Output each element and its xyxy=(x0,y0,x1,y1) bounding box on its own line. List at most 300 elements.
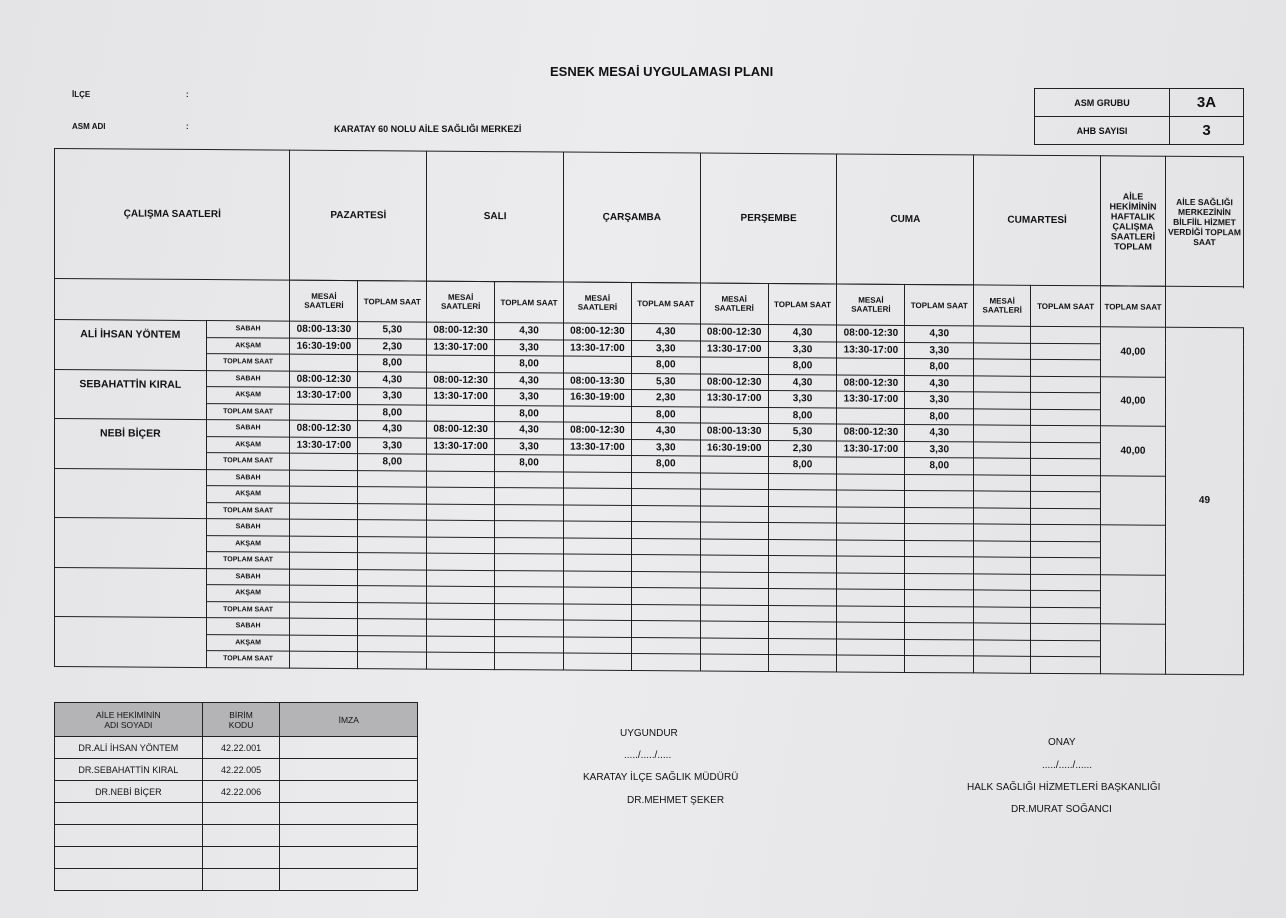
toplam-cell xyxy=(631,637,700,654)
toplam-cell xyxy=(905,507,974,524)
mesai-cell xyxy=(700,357,768,374)
mesai-cell xyxy=(974,507,1031,524)
weekly-total-header: AİLE HEKİMİNİN HAFTALIK ÇALIŞMA SAATLERİ TOPLAM xyxy=(1101,156,1166,286)
toplam-cell xyxy=(358,652,427,669)
doctor-name xyxy=(55,518,207,569)
mesai-cell xyxy=(837,622,905,639)
toplam-cell: 3,30 xyxy=(768,390,837,407)
ilce-colon: : xyxy=(186,90,189,99)
mesai-cell xyxy=(837,490,905,507)
weekly-total-cell xyxy=(1101,475,1166,525)
asm-grubu-label: ASM GRUBU xyxy=(1035,89,1170,117)
toplam-cell: 4,30 xyxy=(631,324,700,341)
toplam-cell: 4,30 xyxy=(768,374,837,391)
toplam-cell xyxy=(358,520,427,537)
mesai-cell xyxy=(700,473,768,490)
mesai-cell xyxy=(700,522,768,539)
mesai-cell: 13:30-17:00 xyxy=(290,387,358,404)
mesai-cell xyxy=(290,536,358,553)
row-label-sabah: SABAH xyxy=(206,469,290,486)
sig-code-cell: 42.22.001 xyxy=(202,737,280,759)
mesai-cell xyxy=(974,656,1031,673)
mesai-cell xyxy=(974,359,1031,376)
mesai-cell xyxy=(974,557,1031,574)
toplam-cell xyxy=(358,619,427,636)
mesai-cell xyxy=(290,503,358,520)
day-header-cumartesi: CUMARTESİ xyxy=(974,155,1101,286)
row-label-sabah: SABAH xyxy=(206,420,290,437)
sig-imza-cell xyxy=(280,869,418,891)
doctor-name: SEBAHATTİN KIRAL xyxy=(55,369,207,420)
sig-code-cell xyxy=(202,803,280,825)
mesai-cell: 16:30-19:00 xyxy=(290,338,358,355)
weekly-total-cell: 40,00 xyxy=(1101,376,1166,426)
asm-adi-colon: : xyxy=(186,122,189,131)
toplam-cell xyxy=(905,639,974,656)
toplam-cell: 8,00 xyxy=(495,356,564,373)
signature-row xyxy=(55,781,418,803)
day-header-pazartesi: PAZARTESİ xyxy=(290,150,427,281)
weekly-total-cell xyxy=(1101,525,1166,575)
sig-header-name: AİLE HEKİMİNİN ADI SOYADI xyxy=(55,703,203,737)
mesai-cell: 13:30-17:00 xyxy=(427,339,495,356)
mesai-cell: 13:30-17:00 xyxy=(427,438,495,455)
toplam-cell: 8,00 xyxy=(768,407,837,424)
mesai-cell: 08:00-13:30 xyxy=(290,321,358,338)
mesai-cell xyxy=(700,605,768,622)
toplam-cell xyxy=(768,572,837,589)
toplam-cell xyxy=(768,506,837,523)
mesai-cell xyxy=(563,637,631,654)
mesai-cell xyxy=(290,404,358,421)
mesai-cell xyxy=(700,489,768,506)
toplam-cell: 4,30 xyxy=(905,424,974,441)
mesai-cell xyxy=(290,569,358,586)
sig-name-cell: DR.NEBİ BİÇER xyxy=(55,781,203,803)
mesai-cell xyxy=(837,523,905,540)
toplam-cell: 3,30 xyxy=(905,441,974,458)
mesai-cell xyxy=(974,491,1031,508)
signature-row xyxy=(55,847,418,869)
mesai-cell xyxy=(700,539,768,556)
sig-header-imza: İMZA xyxy=(280,703,418,737)
mesai-cell xyxy=(974,639,1031,656)
toplam-cell xyxy=(1031,557,1101,574)
toplam-cell xyxy=(495,653,564,670)
subheader-mesai: MESAİ SAATLERİ xyxy=(700,283,768,324)
toplam-cell xyxy=(631,472,700,489)
mesai-cell xyxy=(837,572,905,589)
toplam-cell xyxy=(768,621,837,638)
mesai-cell: 13:30-17:00 xyxy=(427,388,495,405)
mesai-cell: 08:00-12:30 xyxy=(837,424,905,441)
mesai-cell xyxy=(290,602,358,619)
mesai-cell xyxy=(700,572,768,589)
sig-imza-cell xyxy=(280,759,418,781)
toplam-cell xyxy=(768,638,837,655)
mesai-cell: 13:30-17:00 xyxy=(700,341,768,358)
mesai-cell xyxy=(974,606,1031,623)
toplam-cell: 4,30 xyxy=(358,371,427,388)
toplam-cell: 8,00 xyxy=(358,454,427,471)
mesai-cell xyxy=(427,471,495,488)
mesai-cell xyxy=(427,619,495,636)
mesai-cell xyxy=(427,487,495,504)
row-label-toplam: TOPLAM SAAT xyxy=(206,552,290,569)
asm-adi-value: KARATAY 60 NOLU AİLE SAĞLIĞI MERKEZİ xyxy=(334,124,522,134)
toplam-cell: 3,30 xyxy=(358,388,427,405)
row-label-toplam: TOPLAM SAAT xyxy=(206,453,290,470)
toplam-cell xyxy=(631,555,700,572)
mesai-cell xyxy=(563,455,631,472)
mesai-cell xyxy=(974,441,1031,458)
sig-name-cell xyxy=(55,847,203,869)
mesai-cell: 08:00-12:30 xyxy=(427,421,495,438)
toplam-cell: 3,30 xyxy=(905,391,974,408)
row-label-aksam: AKŞAM xyxy=(206,337,290,354)
mesai-cell xyxy=(837,473,905,490)
mesai-cell xyxy=(700,621,768,638)
toplam-cell: 3,30 xyxy=(495,389,564,406)
mesai-cell xyxy=(700,506,768,523)
toplam-cell xyxy=(358,586,427,603)
schedule-table xyxy=(54,148,1244,675)
approval-left-title: UYGUNDUR xyxy=(620,728,678,739)
toplam-cell xyxy=(768,605,837,622)
mesai-cell xyxy=(700,588,768,605)
toplam-cell xyxy=(905,523,974,540)
toplam-cell: 8,00 xyxy=(495,405,564,422)
toplam-cell xyxy=(495,521,564,538)
mesai-cell: 16:30-19:00 xyxy=(563,389,631,406)
mesai-cell xyxy=(974,623,1031,640)
subheader-toplam: TOPLAM SAAT xyxy=(905,284,974,325)
day-header-cuma: CUMA xyxy=(837,154,974,285)
toplam-cell: 3,30 xyxy=(631,439,700,456)
mesai-cell xyxy=(837,407,905,424)
mesai-cell xyxy=(290,453,358,470)
mesai-cell xyxy=(837,605,905,622)
toplam-cell: 2,30 xyxy=(358,338,427,355)
mesai-cell xyxy=(290,552,358,569)
mesai-cell xyxy=(290,585,358,602)
mesai-cell xyxy=(427,355,495,372)
toplam-cell xyxy=(1031,409,1101,426)
mesai-cell xyxy=(563,538,631,555)
day-header-persembe: PERŞEMBE xyxy=(700,153,837,284)
mesai-cell: 16:30-19:00 xyxy=(700,440,768,457)
toplam-cell xyxy=(495,537,564,554)
toplam-cell xyxy=(495,488,564,505)
toplam-cell xyxy=(358,487,427,504)
toplam-cell xyxy=(905,589,974,606)
mesai-cell xyxy=(837,589,905,606)
mesai-cell xyxy=(290,519,358,536)
asm-total-cell: 49 xyxy=(1165,327,1243,674)
row-label-toplam: TOPLAM SAAT xyxy=(206,403,290,420)
toplam-cell xyxy=(1031,442,1101,459)
toplam-cell xyxy=(495,570,564,587)
toplam-cell xyxy=(1031,392,1101,409)
mesai-cell xyxy=(427,586,495,603)
toplam-cell xyxy=(905,490,974,507)
sig-code-cell: 42.22.006 xyxy=(202,781,280,803)
toplam-cell xyxy=(495,471,564,488)
toplam-cell xyxy=(1031,359,1101,376)
toplam-cell: 4,30 xyxy=(905,325,974,342)
subheader-mesai: MESAİ SAATLERİ xyxy=(837,284,905,325)
row-label-toplam: TOPLAM SAAT xyxy=(206,601,290,618)
mesai-cell xyxy=(974,474,1031,491)
toplam-cell xyxy=(495,587,564,604)
toplam-cell: 8,00 xyxy=(358,355,427,372)
doctor-name: NEBİ BİÇER xyxy=(55,419,207,470)
mesai-cell xyxy=(563,488,631,505)
subheader-toplam: TOPLAM SAAT xyxy=(1101,286,1166,327)
toplam-cell: 4,30 xyxy=(358,421,427,438)
toplam-cell xyxy=(358,569,427,586)
mesai-cell xyxy=(974,458,1031,475)
mesai-cell xyxy=(427,504,495,521)
ilce-label: İLÇE xyxy=(72,90,91,99)
toplam-cell: 4,30 xyxy=(495,422,564,439)
row-label-aksam: AKŞAM xyxy=(206,585,290,602)
toplam-cell xyxy=(631,621,700,638)
sig-name-cell xyxy=(55,825,203,847)
toplam-cell: 3,30 xyxy=(768,341,837,358)
mesai-cell: 08:00-12:30 xyxy=(290,371,358,388)
mesai-cell xyxy=(974,326,1031,343)
mesai-cell xyxy=(974,408,1031,425)
sig-name-cell: DR.ALİ İHSAN YÖNTEM xyxy=(55,737,203,759)
toplam-cell: 5,30 xyxy=(768,423,837,440)
row-label-sabah: SABAH xyxy=(206,321,290,338)
toplam-cell xyxy=(495,636,564,653)
sig-header-code: BİRİM KODU xyxy=(202,703,280,737)
approval-right-date: ...../...../...... xyxy=(1042,760,1093,771)
mesai-cell: 08:00-13:30 xyxy=(700,423,768,440)
mesai-cell xyxy=(974,540,1031,557)
toplam-cell: 8,00 xyxy=(358,404,427,421)
row-label-aksam: AKŞAM xyxy=(206,535,290,552)
asm-grubu-value: 3A xyxy=(1170,89,1244,117)
toplam-cell xyxy=(495,504,564,521)
toplam-cell xyxy=(358,536,427,553)
sig-code-cell: 42.22.005 xyxy=(202,759,280,781)
mesai-cell xyxy=(427,636,495,653)
mesai-cell xyxy=(974,392,1031,409)
signature-row xyxy=(55,869,418,891)
toplam-cell: 3,30 xyxy=(631,340,700,357)
subheader-toplam: TOPLAM SAAT xyxy=(768,283,837,324)
sig-imza-cell xyxy=(280,803,418,825)
doctor-name xyxy=(55,567,207,618)
mesai-cell xyxy=(974,425,1031,442)
toplam-cell: 4,30 xyxy=(495,372,564,389)
toplam-cell xyxy=(1031,376,1101,393)
signature-row xyxy=(55,803,418,825)
subheader-mesai: MESAİ SAATLERİ xyxy=(427,281,495,322)
day-header-carsamba: ÇARŞAMBA xyxy=(563,152,700,283)
toplam-cell xyxy=(1031,541,1101,558)
mesai-cell xyxy=(700,456,768,473)
mesai-cell xyxy=(563,554,631,571)
sig-code-cell xyxy=(202,869,280,891)
mesai-cell xyxy=(563,653,631,670)
mesai-cell: 08:00-12:30 xyxy=(837,325,905,342)
toplam-cell xyxy=(1031,574,1101,591)
mesai-cell: 08:00-13:30 xyxy=(563,373,631,390)
toplam-cell xyxy=(1031,458,1101,475)
toplam-cell xyxy=(631,588,700,605)
toplam-cell xyxy=(905,474,974,491)
toplam-cell: 8,00 xyxy=(631,357,700,374)
mesai-cell xyxy=(974,524,1031,541)
toplam-cell xyxy=(768,489,837,506)
subheader-toplam: TOPLAM SAAT xyxy=(358,281,427,322)
mesai-cell xyxy=(290,651,358,668)
toplam-cell: 3,30 xyxy=(905,342,974,359)
signature-row xyxy=(55,825,418,847)
weekly-total-cell xyxy=(1101,574,1166,624)
mesai-cell xyxy=(837,358,905,375)
mesai-cell xyxy=(290,618,358,635)
mesai-cell xyxy=(427,570,495,587)
toplam-cell xyxy=(768,522,837,539)
sig-imza-cell xyxy=(280,825,418,847)
mesai-cell xyxy=(974,342,1031,359)
approval-right-org: HALK SAĞLIĞI HİZMETLERİ BAŞKANLIĞI xyxy=(967,782,1161,793)
toplam-cell xyxy=(905,606,974,623)
toplam-cell: 3,30 xyxy=(495,339,564,356)
mesai-cell xyxy=(427,405,495,422)
weekly-total-cell: 40,00 xyxy=(1101,327,1166,377)
mesai-cell: 13:30-17:00 xyxy=(837,440,905,457)
mesai-cell: 08:00-12:30 xyxy=(427,322,495,339)
sig-name-cell xyxy=(55,803,203,825)
mesai-cell xyxy=(700,654,768,671)
ahb-sayisi-value: 3 xyxy=(1170,117,1244,145)
toplam-cell xyxy=(768,473,837,490)
mesai-cell xyxy=(563,505,631,522)
sig-imza-cell xyxy=(280,737,418,759)
approval-left-org: KARATAY İLÇE SAĞLIK MÜDÜRÜ xyxy=(583,772,739,783)
weekly-total-cell xyxy=(1101,624,1166,674)
subheader-toplam: TOPLAM SAAT xyxy=(495,282,564,323)
toplam-cell xyxy=(631,522,700,539)
document-title: ESNEK MESAİ UYGULAMASI PLANI xyxy=(550,64,774,79)
toplam-cell xyxy=(631,654,700,671)
toplam-cell xyxy=(631,604,700,621)
toplam-cell: 5,30 xyxy=(358,322,427,339)
mesai-cell xyxy=(563,472,631,489)
mesai-cell xyxy=(563,521,631,538)
mesai-cell xyxy=(837,556,905,573)
mesai-cell xyxy=(837,506,905,523)
mesai-cell xyxy=(427,537,495,554)
toplam-cell: 8,00 xyxy=(631,406,700,423)
toplam-cell xyxy=(1031,508,1101,525)
asm-total-header: AİLE SAĞLIĞI MERKEZİNİN BİLFİİL HİZMET VERDİĞİ TOPLAM SAAT xyxy=(1165,156,1243,287)
mesai-cell xyxy=(427,553,495,570)
mesai-cell: 08:00-12:30 xyxy=(563,323,631,340)
sig-name-cell xyxy=(55,869,203,891)
row-label-toplam: TOPLAM SAAT xyxy=(206,502,290,519)
mesai-cell xyxy=(290,354,358,371)
mesai-cell: 13:30-17:00 xyxy=(700,390,768,407)
toplam-cell xyxy=(768,654,837,671)
toplam-cell xyxy=(631,538,700,555)
sig-code-cell xyxy=(202,825,280,847)
subheader-mesai: MESAİ SAATLERİ xyxy=(563,282,631,323)
toplam-cell xyxy=(1031,623,1101,640)
doctor-name xyxy=(55,468,207,519)
row-label-sabah: SABAH xyxy=(206,519,290,536)
row-label-toplam: TOPLAM SAAT xyxy=(206,651,290,668)
mesai-cell xyxy=(700,407,768,424)
toplam-cell: 8,00 xyxy=(768,357,837,374)
toplam-cell: 3,30 xyxy=(358,437,427,454)
toplam-cell xyxy=(495,620,564,637)
approval-left-date: ...../...../..... xyxy=(624,750,672,761)
mesai-cell: 08:00-12:30 xyxy=(700,324,768,341)
mesai-cell xyxy=(290,486,358,503)
sig-imza-cell xyxy=(280,847,418,869)
row-label-aksam: AKŞAM xyxy=(206,486,290,503)
mesai-cell xyxy=(700,638,768,655)
mesai-cell xyxy=(974,573,1031,590)
mesai-cell xyxy=(427,603,495,620)
toplam-cell: 4,30 xyxy=(631,423,700,440)
toplam-cell xyxy=(905,573,974,590)
mesai-cell xyxy=(290,470,358,487)
toplam-cell xyxy=(1031,491,1101,508)
asm-adi-label: ASM ADI xyxy=(72,122,106,131)
toplam-cell: 5,30 xyxy=(631,373,700,390)
toplam-cell: 8,00 xyxy=(631,456,700,473)
row-label-aksam: AKŞAM xyxy=(206,387,290,404)
subheader-mesai: MESAİ SAATLERİ xyxy=(290,280,358,321)
mesai-cell xyxy=(974,375,1031,392)
weekly-total-cell: 40,00 xyxy=(1101,426,1166,476)
toplam-cell xyxy=(1031,590,1101,607)
approval-right-title: ONAY xyxy=(1048,737,1076,748)
toplam-cell xyxy=(495,603,564,620)
toplam-cell xyxy=(1031,343,1101,360)
row-label-sabah: SABAH xyxy=(206,370,290,387)
mesai-cell xyxy=(563,406,631,423)
toplam-cell xyxy=(631,505,700,522)
mesai-cell: 08:00-12:30 xyxy=(427,372,495,389)
toplam-cell: 4,30 xyxy=(905,375,974,392)
subheader-toplam: TOPLAM SAAT xyxy=(631,283,700,324)
toplam-cell: 8,00 xyxy=(905,408,974,425)
toplam-cell xyxy=(1031,326,1101,343)
mesai-cell xyxy=(427,520,495,537)
row-label-sabah: SABAH xyxy=(206,568,290,585)
subheader-toplam: TOPLAM SAAT xyxy=(1031,285,1101,326)
toplam-cell: 8,00 xyxy=(905,358,974,375)
mesai-cell xyxy=(427,454,495,471)
mesai-cell: 13:30-17:00 xyxy=(837,391,905,408)
calisma-saatleri-header: ÇALIŞMA SAATLERİ xyxy=(55,149,290,281)
toplam-cell xyxy=(768,555,837,572)
toplam-cell xyxy=(631,571,700,588)
toplam-cell xyxy=(1031,475,1101,492)
mesai-cell xyxy=(563,571,631,588)
toplam-cell xyxy=(905,556,974,573)
toplam-cell xyxy=(358,503,427,520)
